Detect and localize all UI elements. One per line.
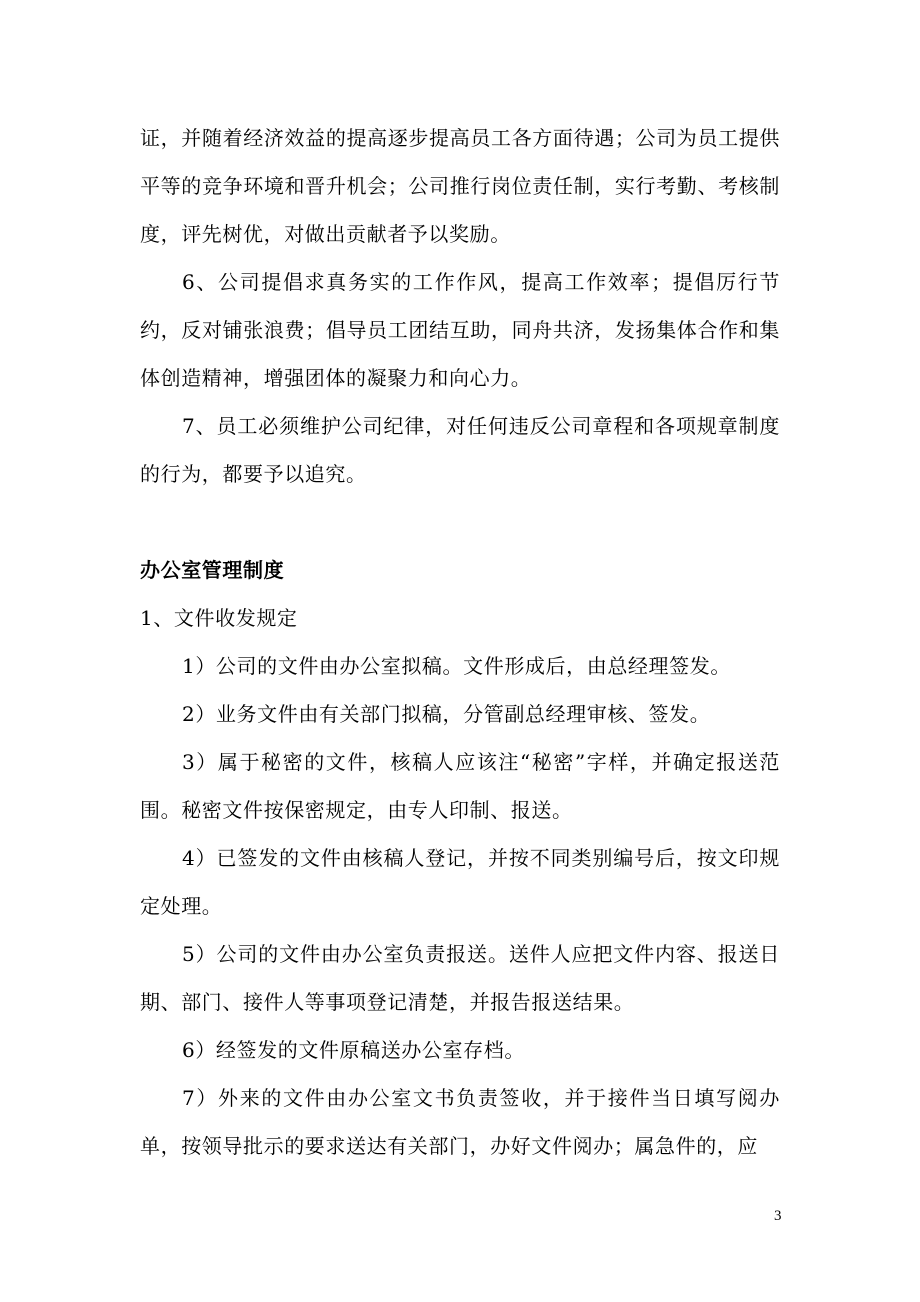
paragraph-continued: 证，并随着经济效益的提高逐步提高员工各方面待遇；公司为员工提供平等的竞争环境和晋升机会；公司推行岗位责任制，实行考勤、考核制度，评先树优，对做出贡献者予以奖励。: [140, 126, 780, 246]
section-title: 办公室管理制度: [140, 558, 285, 582]
document-body: [140, 114, 780, 1170]
subsection-title: 1、文件收发规定: [140, 606, 298, 630]
list-item: 7）外来的文件由办公室文书负责签收，并于接件当日填写阅办单，按领导批示的要求送达有关部门，办好文件阅办；属急件的，应: [140, 1086, 780, 1158]
list-item: 5）公司的文件由办公室负责报送。送件人应把文件内容、报送日期、部门、接件人等事项登记清楚，并报告报送结果。: [140, 942, 780, 1014]
list-item: 6）经签发的文件原稿送办公室存档。: [182, 1038, 525, 1062]
list-item: 4）已签发的文件由核稿人登记，并按不同类别编号后，按文印规定处理。: [140, 846, 780, 918]
list-item: 1）公司的文件由办公室拟稿。文件形成后，由总经理签发。: [182, 654, 731, 678]
paragraph-item-6: 6、公司提倡求真务实的工作作风，提高工作效率；提倡厉行节约，反对铺张浪费；倡导员工团结互助，同舟共济，发扬集体合作和集体创造精神，增强团体的凝聚力和向心力。: [140, 270, 780, 390]
paragraph-item-7: 7、员工必须维护公司纪律，对任何违反公司章程和各项规章制度的行为，都要予以追究。: [140, 414, 780, 486]
list-item: 3）属于秘密的文件，核稿人应该注“秘密”字样，并确定报送范围。秘密文件按保密规定，由专人印制、报送。: [140, 750, 780, 822]
page-number: 3: [774, 1208, 782, 1224]
list-item: 2）业务文件由有关部门拟稿，分管副总经理审核、签发。: [182, 702, 711, 726]
